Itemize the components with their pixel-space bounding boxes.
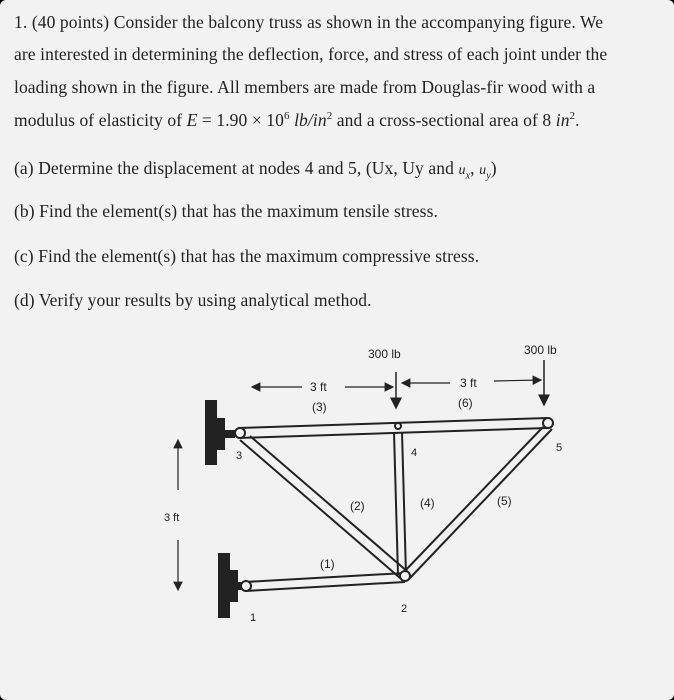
dim-left-label: 3 ft [310,380,327,394]
dim-vertical-label: 3 ft [164,512,180,524]
node-3-label: 3 [236,450,243,462]
problem-text-2: are interested in determining the deflection, force, and stress of each joint under the [14,44,608,64]
joint-5 [543,418,553,428]
node-4-label: 4 [411,447,418,459]
node-2-label: 2 [401,603,408,615]
part-a-text: (a) Determine the displacement at nodes 4 and 5, (Ux, Uy and [14,158,454,178]
problem-points: (40 points) [31,12,110,32]
problem-text-1: Consider the balcony truss as shown in the accompanying figure. We [113,12,604,32]
joint-2 [400,571,410,581]
modulus-exponent: 6 [284,110,290,123]
node-1-label: 1 [250,612,257,624]
area-unit-exponent: 2 [569,110,576,123]
part-c-text: (c) Find the element(s) that has the maximum compressive stress. [14,246,480,266]
part-a-ux-sub: x [465,170,471,182]
joint-1 [241,581,251,591]
part-d-text: (d) Verify your results by using analytical method. [14,290,372,310]
part-a-uy: u [479,163,487,178]
dim-right-label: 3 ft [460,376,477,390]
joint-3 [235,428,245,438]
part-b-text: (b) Find the element(s) that has the maximum tensile stress. [14,201,438,221]
element-1-label: (1) [320,557,335,571]
area-label: and a cross-sectional area of 8 [336,110,552,130]
modulus-label: modulus of elasticity of [14,110,183,130]
member-1 [245,573,405,591]
wall-support-top [205,400,235,465]
joint-4 [395,423,401,429]
problem-text-3: loading shown in the figure. All members are made from Douglas-fir wood with a [14,77,596,97]
modulus-symbol: E [186,110,198,130]
modulus-unit: lb/in [294,110,327,130]
part-a-close: ) [490,158,497,178]
load-label-left: 300 lb [368,347,401,361]
element-3-label: (3) [312,400,327,414]
load-label-right: 300 lb [524,343,557,357]
element-6-label: (6) [458,396,473,410]
problem-number: 1. [14,12,28,32]
part-a-comma: , [470,158,475,178]
part-a-uy-sub: y [486,170,491,182]
modulus-value: = 1.90 × 10 [201,110,284,130]
member-top-chord [238,418,548,438]
area-unit: in [555,110,570,130]
part-a-ux: u [458,163,466,178]
member-4 [394,432,406,575]
element-2-label: (2) [350,499,365,513]
element-4-label: (4) [420,496,435,510]
element-5-label: (5) [497,494,512,508]
modulus-unit-exponent: 2 [326,110,333,123]
dim-right-arrow-b [494,380,541,381]
node-5-label: 5 [556,442,563,454]
sentence-end: . [575,110,580,130]
